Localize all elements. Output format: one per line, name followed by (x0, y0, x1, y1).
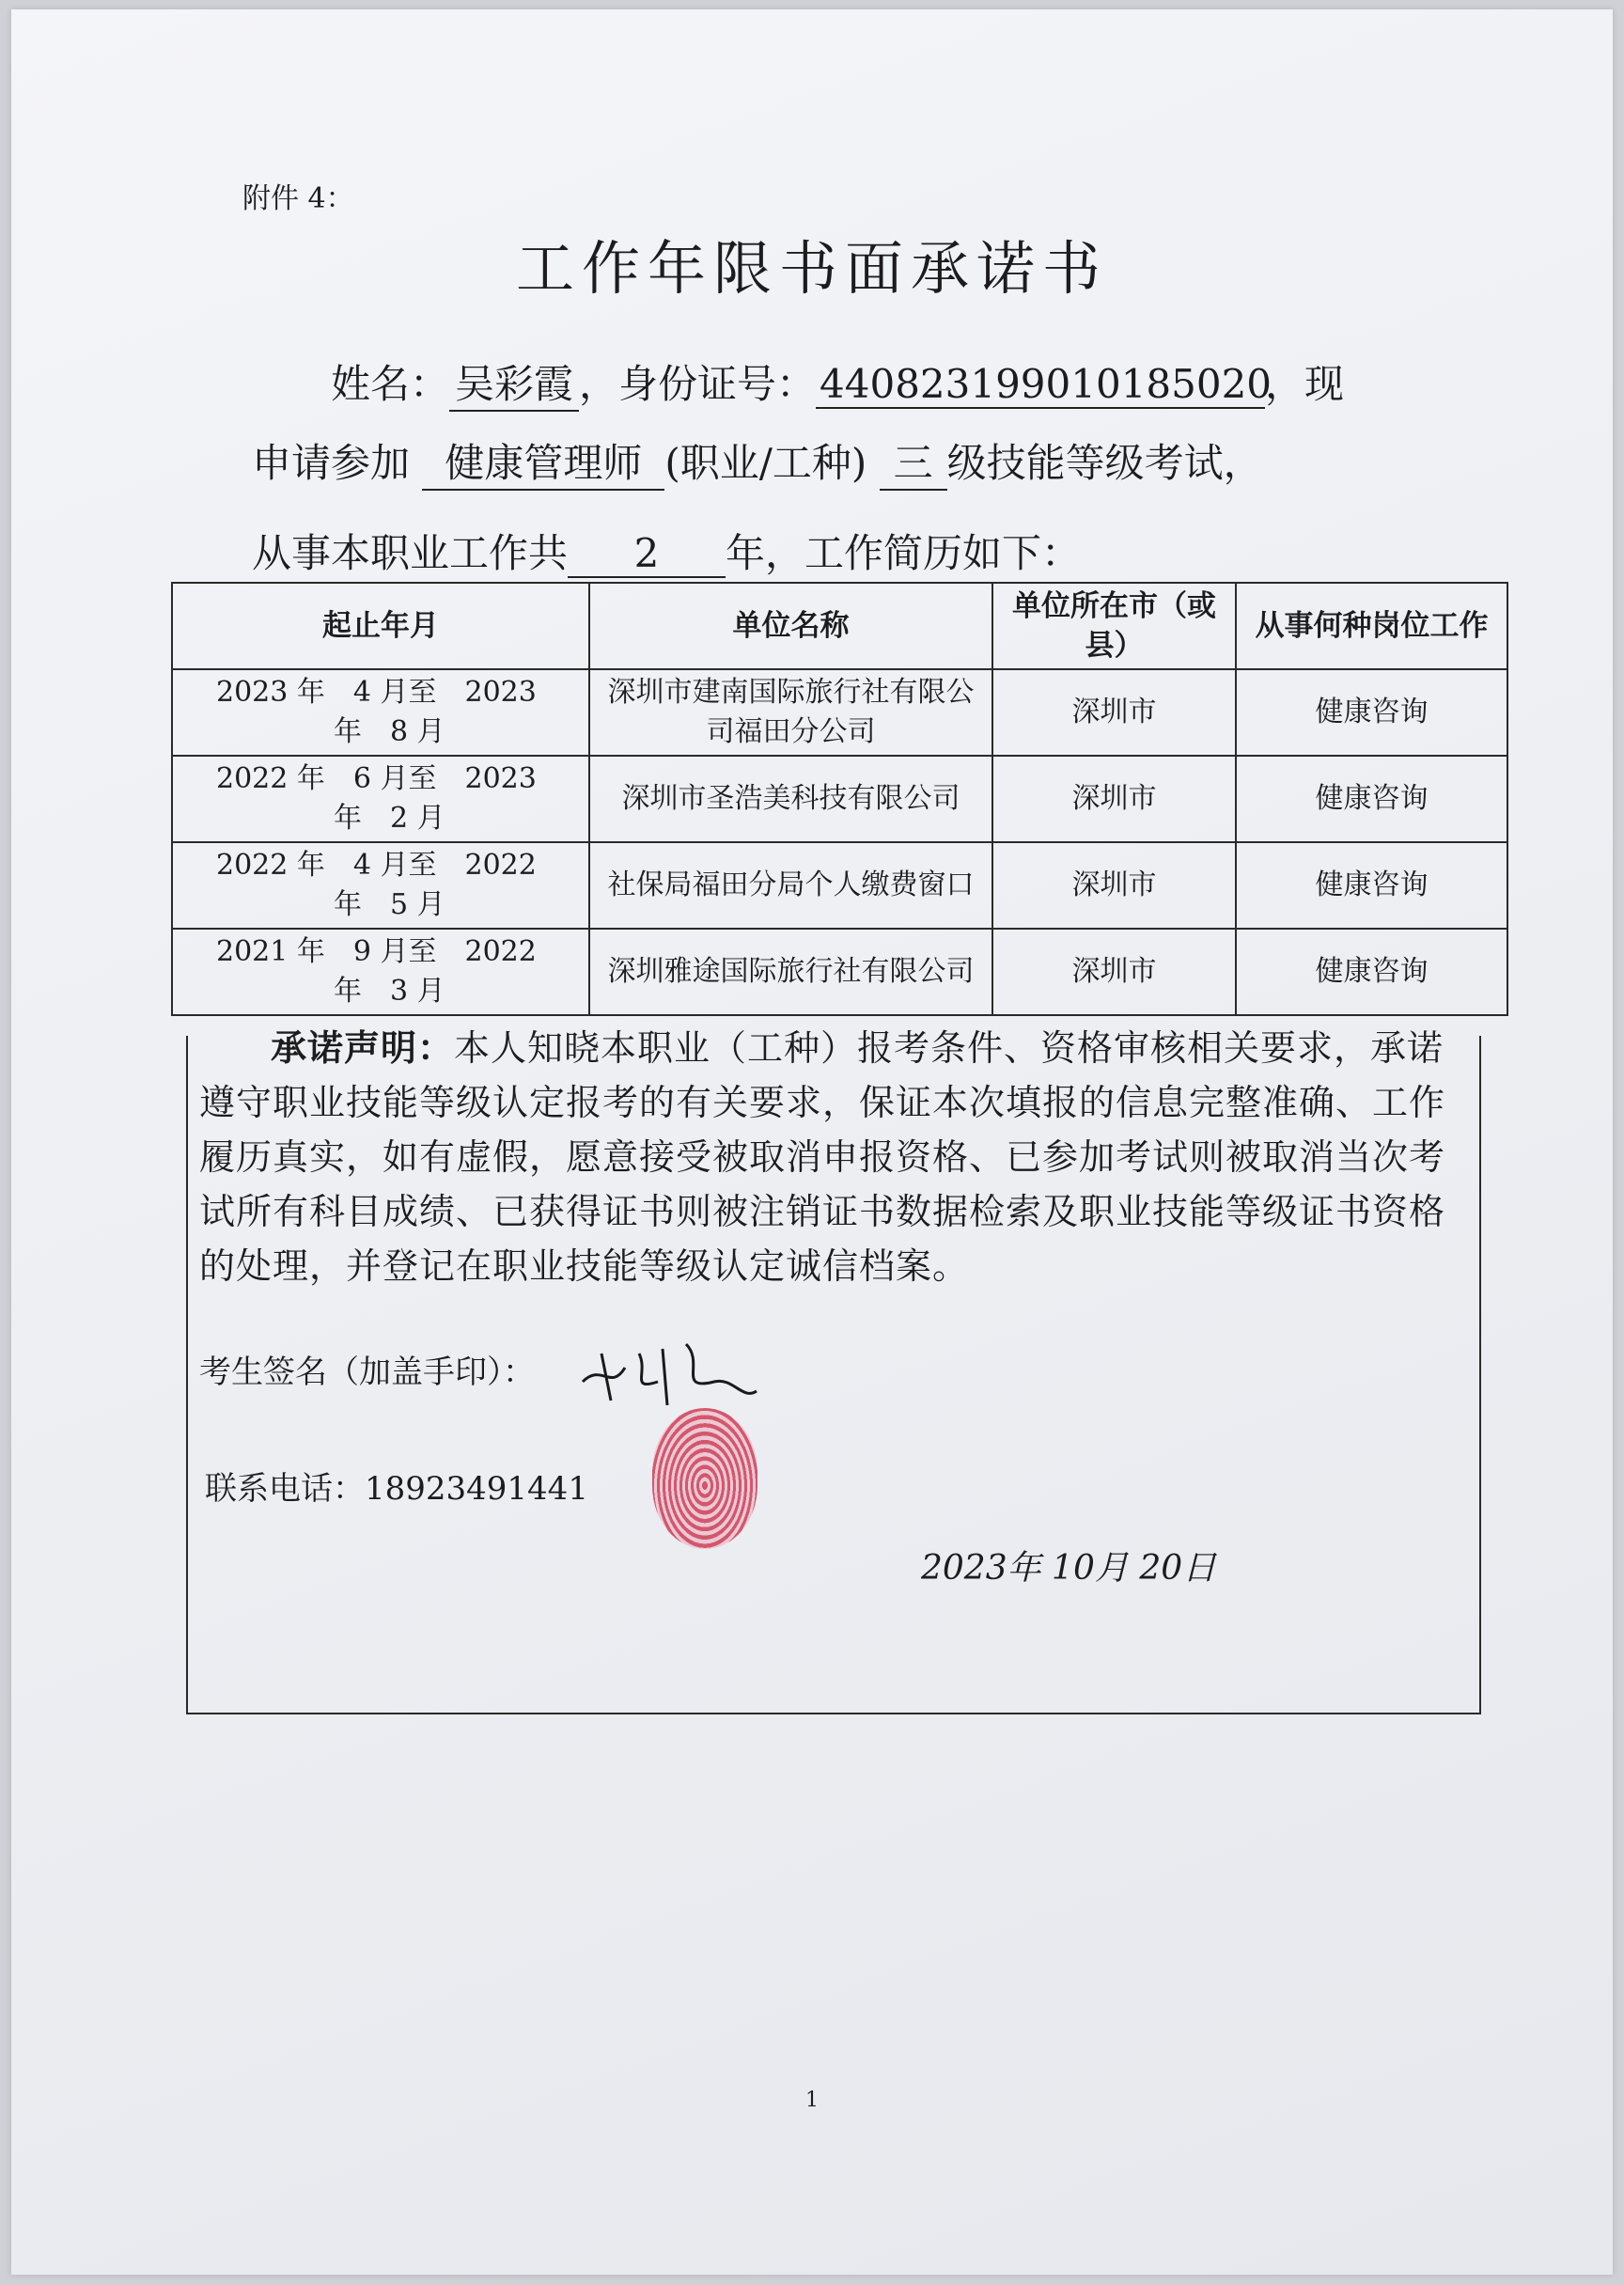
years-label: 从事本职业工作共 (252, 530, 569, 576)
period-cell (172, 669, 589, 756)
id-number-value: 440823199010185020 (816, 361, 1265, 409)
table-header-row (172, 583, 1507, 669)
period-cell (172, 756, 589, 842)
attachment-label: 附件 4： (242, 182, 354, 215)
signature-label: 考生签名（加盖手印）： (199, 1354, 535, 1391)
city-cell: 深圳市 (992, 842, 1236, 929)
period-start: 2023 年 4 月至 2023 (216, 676, 537, 709)
intro-line-1 (331, 353, 1344, 412)
table-row (172, 756, 1507, 842)
company-cell: 深圳市建南国际旅行社有限公司福田分公司 (589, 669, 992, 756)
header-period: 起止年月 (172, 583, 589, 669)
period-end: 年 5 月 (334, 888, 445, 921)
phone-value: 18923491441 (365, 1470, 588, 1508)
fingerprint-icon (652, 1408, 757, 1549)
table-row (172, 669, 1507, 756)
header-city: 单位所在市（或县） (992, 583, 1236, 669)
table-row (172, 929, 1507, 1015)
declaration-label: 承诺声明： (271, 1027, 455, 1069)
period-end: 年 2 月 (334, 802, 445, 835)
handwritten-signature-icon (573, 1325, 761, 1429)
post-cell: 健康咨询 (1236, 929, 1507, 1015)
company-cell: 深圳市圣浩美科技有限公司 (589, 756, 992, 842)
company-cell: 深圳雅途国际旅行社有限公司 (589, 929, 992, 1015)
line1-tail: ，现 (1265, 361, 1345, 407)
name-value: 吴彩霞 (449, 353, 579, 412)
post-cell: 健康咨询 (1236, 669, 1507, 756)
post-cell: 健康咨询 (1236, 842, 1507, 929)
city-cell: 深圳市 (992, 669, 1236, 756)
company-cell: 社保局福田分局个人缴费窗口 (589, 842, 992, 929)
signing-date: 2023年 10月 20日 (921, 1549, 1217, 1588)
name-label: 姓名： (331, 361, 450, 407)
phone-label: 联系电话： (205, 1470, 365, 1508)
period-end: 年 3 月 (334, 975, 445, 1008)
period-end: 年 8 月 (334, 715, 445, 748)
years-value: 2 (568, 530, 726, 578)
intro-line-2 (252, 432, 1263, 491)
work-history-table (171, 582, 1508, 1016)
occupation-value: 健康管理师 (422, 432, 664, 491)
header-company: 单位名称 (589, 583, 992, 669)
page-number: 1 (805, 2089, 819, 2112)
city-cell: 深圳市 (992, 756, 1236, 842)
level-value: 三 (880, 432, 947, 491)
post-cell: 健康咨询 (1236, 756, 1507, 842)
period-start: 2022 年 6 月至 2023 (216, 762, 537, 795)
period-start: 2021 年 9 月至 2022 (216, 935, 537, 968)
period-cell (172, 842, 589, 929)
declaration-body: 本人知晓本职业（工种）报考条件、资格审核相关要求，承诺遵守职业技能等级认定报考的有关要求，保证本次填报的信息完整准确、工作履历真实，如有虚假，愿意接受被取消申报资格、已参加考试则被取消当次考试所有科目成绩、已获得证书则被注销证书数据检索及职业技能等级证书资格的处理，并登记在职业技能等级认定诚信档案。 (199, 1027, 1446, 1287)
intro-line-3 (252, 523, 1081, 579)
period-cell (172, 929, 589, 1015)
id-label: ，身份证号： (579, 361, 817, 407)
level-suffix: 级技能等级考试， (946, 440, 1263, 486)
table-row (172, 842, 1507, 929)
apply-label: 申请参加 (252, 440, 411, 486)
phone-line (205, 1463, 588, 1509)
years-suffix: 年，工作简历如下： (726, 530, 1082, 576)
period-start: 2022 年 4 月至 2022 (216, 849, 537, 882)
declaration-text (199, 1021, 1459, 1293)
document-title: 工作年限书面承诺书 (515, 234, 1108, 303)
header-post: 从事何种岗位工作 (1236, 583, 1507, 669)
occupation-suffix: (职业/工种) (664, 440, 867, 486)
city-cell: 深圳市 (992, 929, 1236, 1015)
